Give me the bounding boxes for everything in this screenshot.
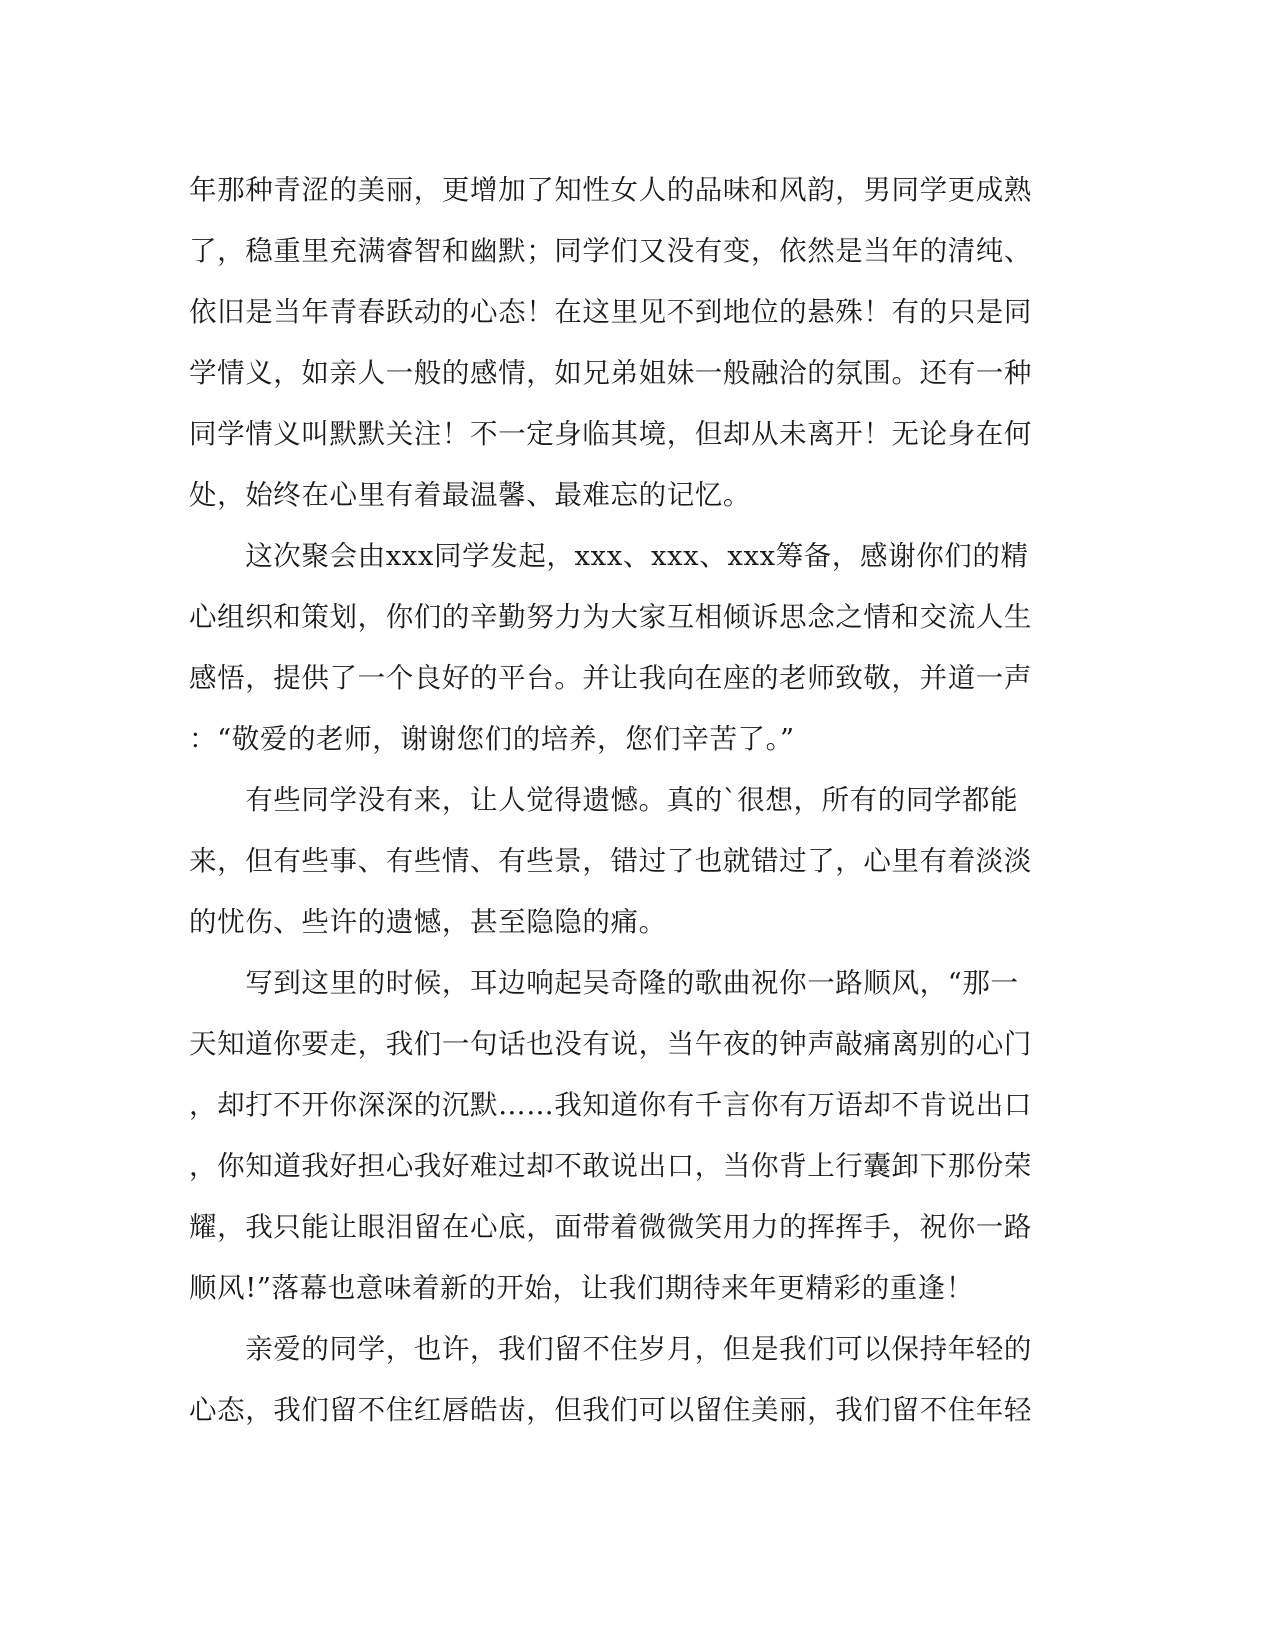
text-line: 年那种青涩的美丽，更增加了知性女人的品味和风韵，男同学更成熟 <box>189 174 1032 206</box>
text-line: 有些同学没有来，让人觉得遗憾。真的`很想，所有的同学都能 <box>189 784 1019 816</box>
text-line: 这次聚会由xxx同学发起，xxx、xxx、xxx筹备，感谢你们的精 <box>189 540 1029 572</box>
paragraph-1 <box>189 160 1079 526</box>
text-line: ：“敬爱的老师，谢谢您们的培养，您们辛苦了。” <box>189 723 795 755</box>
text-line: 学情义，如亲人一般的感情，如兄弟姐妹一般融洽的氛围。还有一种 <box>189 357 1032 389</box>
paragraph-4 <box>189 953 1079 1319</box>
text-line: 依旧是当年青春跃动的心态！在这里见不到地位的悬殊！有的只是同 <box>189 296 1032 328</box>
text-line: 耀，我只能让眼泪留在心底，面带着微微笑用力的挥挥手，祝你一路 <box>189 1211 1032 1243</box>
text-line: 处，始终在心里有着最温馨、最难忘的记忆。 <box>189 479 751 511</box>
text-line: 亲爱的同学，也许，我们留不住岁月，但是我们可以保持年轻的 <box>189 1333 1032 1365</box>
paragraph-3 <box>189 770 1079 953</box>
text-line: 同学情义叫默默关注！不一定身临其境，但却从未离开！无论身在何 <box>189 418 1032 450</box>
text-line: 心组织和策划，你们的辛勤努力为大家互相倾诉思念之情和交流人生 <box>189 601 1032 633</box>
text-line: ，你知道我好担心我好难过却不敢说出口，当你背上行囊卸下那份荣 <box>189 1150 1032 1182</box>
paragraph-5 <box>189 1319 1079 1441</box>
document-body <box>189 160 1079 1441</box>
text-line: ，却打不开你深深的沉默……我知道你有千言你有万语却不肯说出口 <box>189 1089 1032 1121</box>
text-line: 顺风!”落幕也意味着新的开始，让我们期待来年更精彩的重逢！ <box>189 1272 975 1304</box>
text-line: 了，稳重里充满睿智和幽默；同学们又没有变，依然是当年的清纯、 <box>189 235 1032 267</box>
text-line: 写到这里的时候，耳边响起吴奇隆的歌曲祝你一路顺风，“那一 <box>189 967 1019 999</box>
text-line: 天知道你要走，我们一句话也没有说，当午夜的钟声敲痛离别的心门 <box>189 1028 1032 1060</box>
text-line: 心态，我们留不住红唇皓齿，但我们可以留住美丽，我们留不住年轻 <box>189 1394 1032 1426</box>
text-line: 感悟，提供了一个良好的平台。并让我向在座的老师致敬，并道一声 <box>189 662 1032 694</box>
text-line: 的忧伤、些许的遗憾，甚至隐隐的痛。 <box>189 906 667 938</box>
paragraph-2 <box>189 526 1079 770</box>
text-line: 来，但有些事、有些情、有些景，错过了也就错过了，心里有着淡淡 <box>189 845 1032 877</box>
